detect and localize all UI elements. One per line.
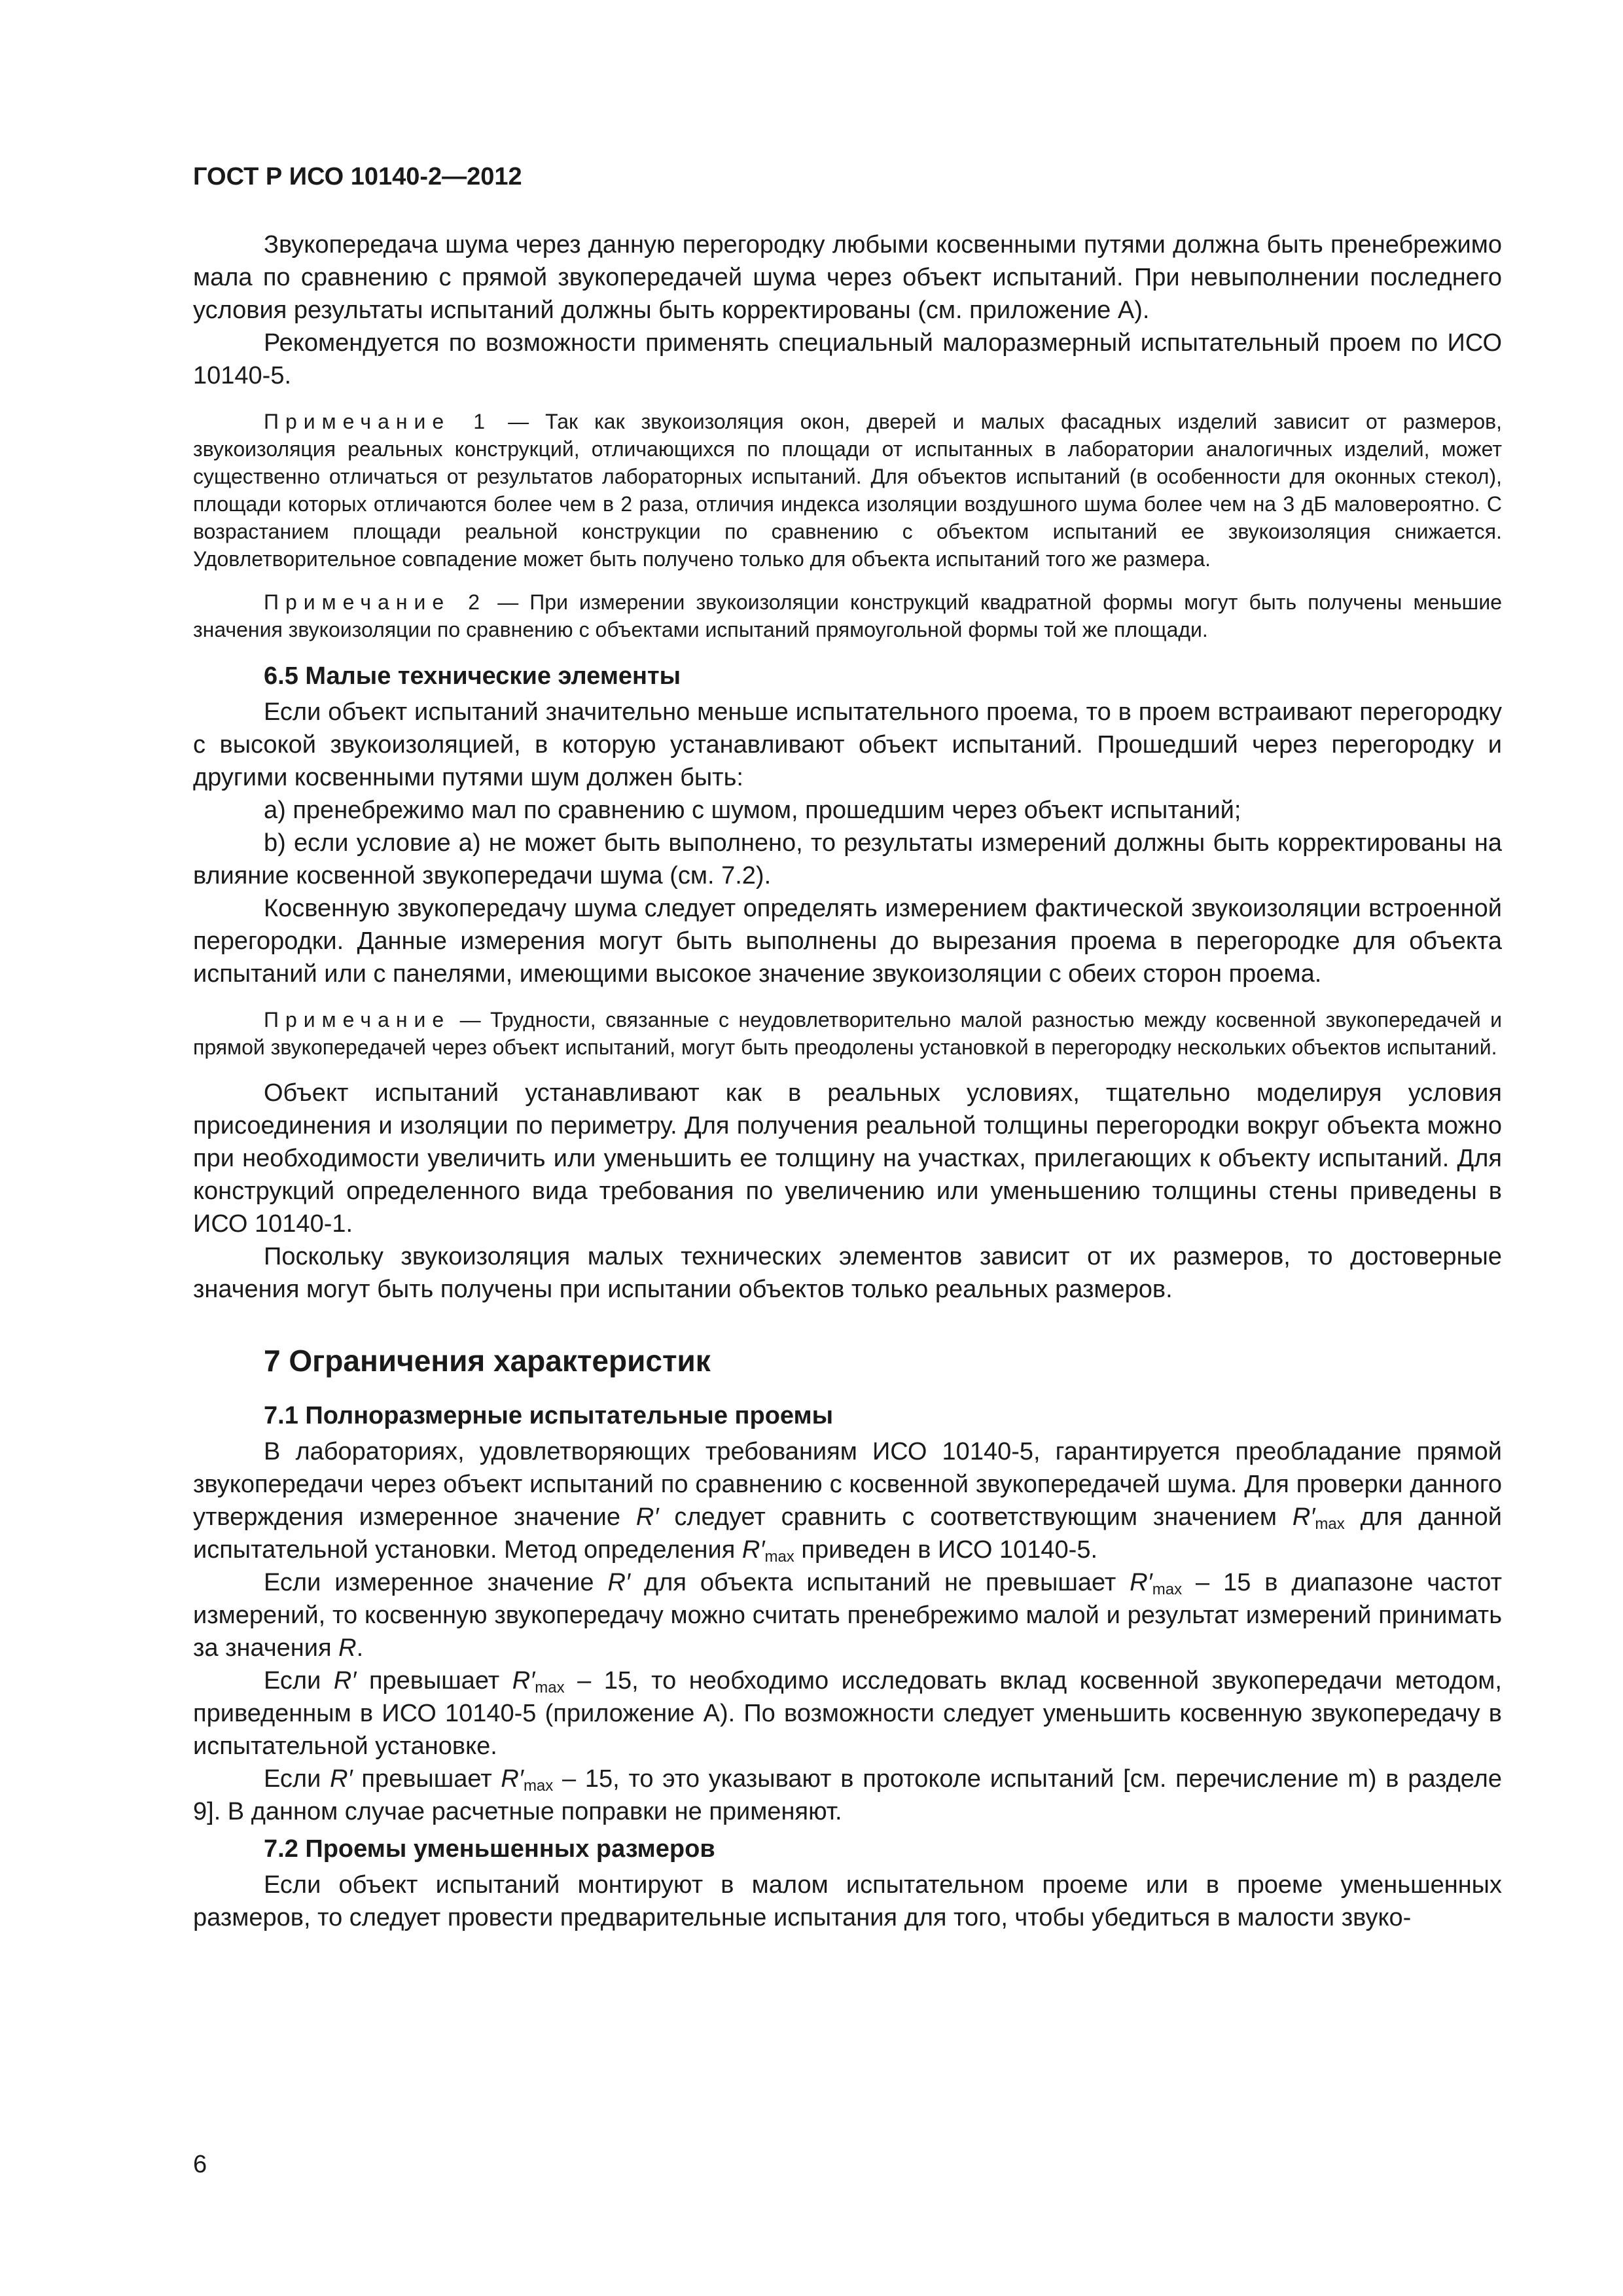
symbol-r-max: R′	[501, 1765, 524, 1793]
paragraph: Если измеренное значение R′ для объекта испытаний не превышает $R'_{max} - 15$ в диапазоне частот измерений, то косвенную звукопередачу можно считать пренебрежимо малой и результат измерений принимать за значения R.	[193, 1569, 1503, 1662]
symbol-r: R	[338, 1634, 357, 1662]
subscript-max: max	[1315, 1515, 1345, 1533]
paragraph: Если объект испытаний монтируют в малом испытательном проеме или в проеме уменьшенных размеров, то следует провести предварительные испытания для того, чтобы убедиться в малости звуко-	[193, 1871, 1502, 1931]
document-header: ГОСТ Р ИСО 10140-2—2012	[193, 163, 522, 190]
section-heading-7: 7 Ограничения характеристик	[264, 1344, 711, 1378]
section-heading-7-2: 7.2 Проемы уменьшенных размеров	[264, 1835, 715, 1863]
page-number: 6	[193, 2151, 207, 2178]
note-1	[193, 408, 1502, 573]
note-3	[193, 1006, 1502, 1061]
paragraph: Поскольку звукоизоляция малых технических элементов зависит от их размеров, то достоверные значения могут быть получены при испытании объектов только реальных размеров.	[193, 1243, 1502, 1303]
note-text: — Так как звукоизоляция окон, дверей и малых фасадных изделий зависит от размеров, звукоизоляция реальных конструкций, отличающихся по площади от испытанных в лаборатории аналогичных изделий, может существенно отличаться от результатов лабораторных испытаний. Для объектов испытаний (в особенности для оконных стекол), площади которых отличаются более чем в 2 раза, отличия индекса изоляции воздушного шума более чем на 3 дБ маловероятно. С возрастанием площади реальной конструкции по сравнению с объектом испытаний ее звукоизоляция снижается. Удовлетворительное совпадение может быть получено только для объекта испытаний того же размера.	[193, 410, 1503, 571]
paragraph: Если объект испытаний значительно меньше испытательного проема, то в проем встраивают перегородку с высокой звукоизоляцией, в которую устанавливают объект испытаний. Прошедший через перегородку и другими косвенными путями шум должен быть:	[193, 698, 1502, 791]
paragraph: Если R′ превышает $R'_{max} - 15$, то необходимо исследовать вклад косвенной звукопередачи методом, приведенным в ИСО 10140-5 (приложение А). По возможности следует уменьшить косвенную звукопередачу в испытательной установке.	[193, 1667, 1502, 1760]
subscript-max: max	[1152, 1581, 1183, 1598]
symbol-r-prime: R′	[635, 1503, 659, 1531]
list-item-b: b) если условие а) не может быть выполнено, то результаты измерений должны быть корректированы на влияние косвенной звукопередачи шума (см. 7.2).	[193, 829, 1502, 889]
subscript-max: max	[523, 1777, 554, 1795]
symbol-r-max: R′	[512, 1667, 535, 1695]
symbol-r-prime: R′	[333, 1667, 357, 1695]
document-page	[193, 160, 1502, 1934]
symbol-r-max: R′	[741, 1536, 765, 1564]
symbol-r-max: R′	[1292, 1503, 1315, 1531]
subscript-max: max	[535, 1679, 565, 1696]
paragraph: Рекомендуется по возможности применять специальный малоразмерный испытательный проем по ИСО 10140-5.	[193, 329, 1502, 389]
symbol-r-prime: R′	[607, 1569, 631, 1596]
subscript-max: max	[764, 1548, 794, 1566]
paragraph: В лабораториях, удовлетворяющих требованиям ИСО 10140-5, гарантируется преобладание прямой звукопередачи через объект испытаний по сравнению с косвенной звукопередачей шума. Для проверки данного утверждения измеренное значение R′ следует сравнить с соответствующим значением $R'_{max}$ для данной испытательной установки. Метод определения $R'_{max}$ приведен в ИСО 10140-5.	[193, 1438, 1502, 1566]
paragraph: Если R′ превышает $R'_{max} - 15$, то это указывают в протоколе испытаний [см. перечисление m) в разделе 9]. В данном случае расчетные поправки не применяют.	[193, 1765, 1502, 1825]
paragraph: Косвенную звукопередачу шума следует определять измерением фактической звукоизоляции встроенной перегородки. Данные измерения могут быть выполнены до вырезания проема в перегородке для объекта испытаний или с панелями, имеющими высокое значение звукоизоляции с обеих сторон проема.	[193, 895, 1502, 988]
list-item-a: a) пренебрежимо мал по сравнению с шумом, прошедшим через объект испытаний;	[264, 797, 1241, 824]
note-text: — Трудности, связанные с неудовлетворительно малой разностью между косвенной звукопередачей и прямой звукопередачей через объект испытаний, могут быть преодолены установкой в перегородку нескольких объектов испытаний.	[193, 1008, 1502, 1059]
section-heading-6-5: 6.5 Малые технические элементы	[264, 662, 681, 690]
symbol-r-max: R′	[1130, 1569, 1152, 1596]
paragraph: Объект испытаний устанавливают как в реальных условиях, тщательно моделируя условия присоединения и изоляции по периметру. Для получения реальной толщины перегородки вокруг объекта можно при необходимости увеличить или уменьшить ее толщину на участках, прилегающих к объекту испытаний. Для конструкций определенного вида требования по увеличению или уменьшению толщины стены приведены в ИСО 10140-1.	[193, 1079, 1502, 1238]
note-label: Примечание 2	[264, 590, 487, 614]
symbol-r-prime: R′	[330, 1765, 353, 1793]
note-label: Примечание	[264, 1008, 451, 1031]
paragraph: Звукопередача шума через данную перегородку любыми косвенными путями должна быть пренебрежимо мала по сравнению с прямой звукопередачей шума через объект испытаний. При невыполнении последнего условия результаты испытаний должны быть корректированы (см. приложение А).	[193, 231, 1502, 324]
note-2	[193, 588, 1502, 643]
note-label: Примечание 1	[264, 410, 492, 433]
note-text: — При измерении звукоизоляции конструкций квадратной формы могут быть получены меньшие значения звукоизоляции по сравнению с объектами испытаний прямоугольной формы той же площади.	[193, 590, 1503, 641]
section-heading-7-1: 7.1 Полноразмерные испытательные проемы	[264, 1402, 834, 1429]
